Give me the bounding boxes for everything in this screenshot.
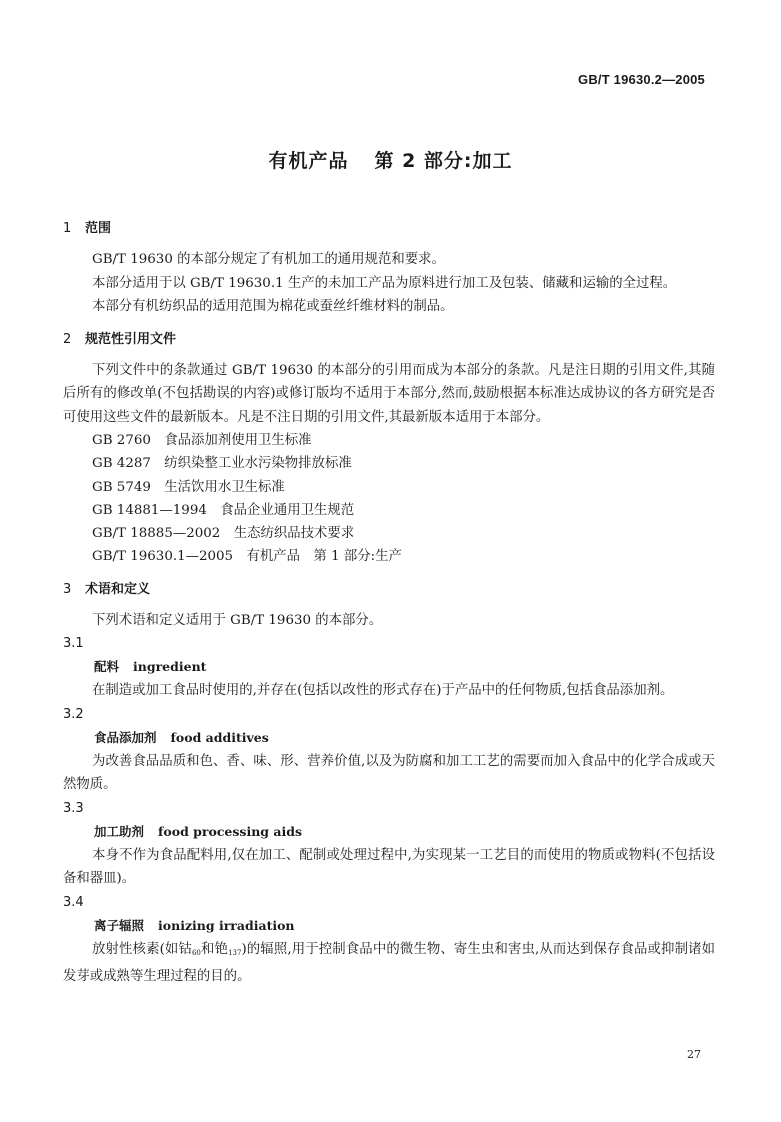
scope-paragraph-3: 本部分有机纺织品的适用范围为棉花或蚕丝纤维材料的制品。 bbox=[92, 299, 454, 314]
clause-number: 3.3 bbox=[63, 800, 84, 816]
section-number: 2 bbox=[63, 331, 72, 347]
title-main: 有机产品 bbox=[268, 150, 349, 172]
definition-text: )的辐照,用于控制食品中的微生物、寄生虫和害虫,从而达到保存食品或抑制诸如发芽或成熟等生理过程的目的。 bbox=[63, 941, 715, 985]
reference-item bbox=[92, 476, 715, 499]
term-definition: 为改善食品品质和色、香、味、形、营养价值,以及为防腐和加工工艺的需要而加入食品中的化学合成或天然物质。 bbox=[63, 753, 715, 793]
reference-title: 生态纺织品技术要求 bbox=[233, 526, 355, 542]
term-zh: 离子辐照 bbox=[94, 917, 145, 933]
scope-paragraph-1: GB/T 19630 的本部分规定了有机加工的通用规范和要求。 bbox=[92, 252, 445, 267]
reference-title: 生活饮用水卫生标准 bbox=[164, 479, 285, 495]
term-en: food additives bbox=[170, 729, 269, 745]
terms-intro: 下列术语和定义适用于 GB/T 19630 的本部分。 bbox=[92, 612, 383, 628]
term-zh: 配料 bbox=[94, 659, 120, 675]
section-number: 1 bbox=[63, 221, 72, 236]
reference-code: GB 2760 bbox=[92, 433, 151, 448]
section-title: 术语和定义 bbox=[85, 581, 151, 597]
title-part: 第 2 部分:加工 bbox=[374, 150, 513, 172]
section-heading-scope bbox=[63, 216, 715, 242]
term-definition: 本身不作为食品配料用,仅在加工、配制或处理过程中,为实现某一工艺目的而使用的物质或物料(不包括设备和器皿)。 bbox=[63, 847, 715, 887]
reference-title: 纺织染整工业水污染物排放标准 bbox=[164, 456, 352, 472]
standard-code: GB/T 19630.2—2005 bbox=[578, 72, 705, 87]
term-definition bbox=[63, 938, 715, 989]
reference-item bbox=[92, 499, 715, 522]
reference-code: GB 4287 bbox=[92, 456, 151, 472]
page-number: 27 bbox=[687, 1048, 701, 1061]
isotope-subscript: 60 bbox=[191, 948, 201, 957]
definition-text: 放射性核素(如钴 bbox=[92, 941, 192, 957]
section-title: 规范性引用文件 bbox=[85, 331, 177, 347]
references-intro: 下列文件中的条款通过 GB/T 19630 的本部分的引用而成为本部分的条款。凡是注日期的引用文件,其随后所有的修改单(不包括勘误的内容)或修订版均不适用于本部分,然而,鼓励根据本标准达成协议的各方研究是否可使用这些文件的最新版本。凡是不注日期的引用文件,其最新版本适用于本部分。 bbox=[63, 362, 715, 425]
reference-title: 食品企业通用卫生规范 bbox=[220, 502, 355, 518]
term-heading bbox=[94, 914, 715, 938]
section-heading-terms-definitions bbox=[63, 577, 715, 603]
term-heading bbox=[94, 655, 715, 679]
reference-item bbox=[92, 545, 715, 568]
section-heading-normative-references bbox=[63, 327, 715, 353]
document-title bbox=[0, 146, 781, 173]
clause-number: 3.1 bbox=[63, 636, 84, 652]
term-en: ingredient bbox=[133, 659, 207, 675]
isotope-subscript: 137 bbox=[228, 948, 242, 957]
term-zh: 加工助剂 bbox=[94, 823, 145, 839]
term-zh: 食品添加剂 bbox=[94, 729, 157, 745]
term-heading bbox=[94, 820, 715, 844]
definition-text: 和铯 bbox=[200, 941, 229, 957]
reference-code: GB 5749 bbox=[92, 479, 151, 495]
term-en: ionizing irradiation bbox=[158, 917, 295, 933]
term-definition: 在制造或加工食品时使用的,并存在(包括以改性的形式存在)于产品中的任何物质,包括食品添加剂。 bbox=[92, 683, 674, 699]
section-title: 范围 bbox=[85, 221, 112, 236]
reference-item bbox=[92, 429, 715, 452]
document-body bbox=[63, 216, 715, 989]
reference-code: GB/T 19630.1—2005 bbox=[92, 549, 234, 565]
reference-code: GB 14881—1994 bbox=[92, 502, 207, 518]
scope-paragraph-2: 本部分适用于以 GB/T 19630.1 生产的未加工产品为原料进行加工及包装、储藏和运输的全过程。 bbox=[92, 275, 677, 291]
reference-title: 有机产品 第 1 部分:生产 bbox=[246, 549, 402, 565]
reference-title: 食品添加剂使用卫生标准 bbox=[164, 433, 312, 448]
reference-item bbox=[92, 522, 715, 545]
reference-code: GB/T 18885—2002 bbox=[92, 526, 221, 542]
clause-number: 3.4 bbox=[63, 894, 84, 910]
reference-item bbox=[92, 452, 715, 475]
clause-number: 3.2 bbox=[63, 706, 84, 722]
term-heading bbox=[94, 726, 715, 750]
term-en: food processing aids bbox=[158, 823, 303, 839]
section-number: 3 bbox=[63, 581, 72, 597]
